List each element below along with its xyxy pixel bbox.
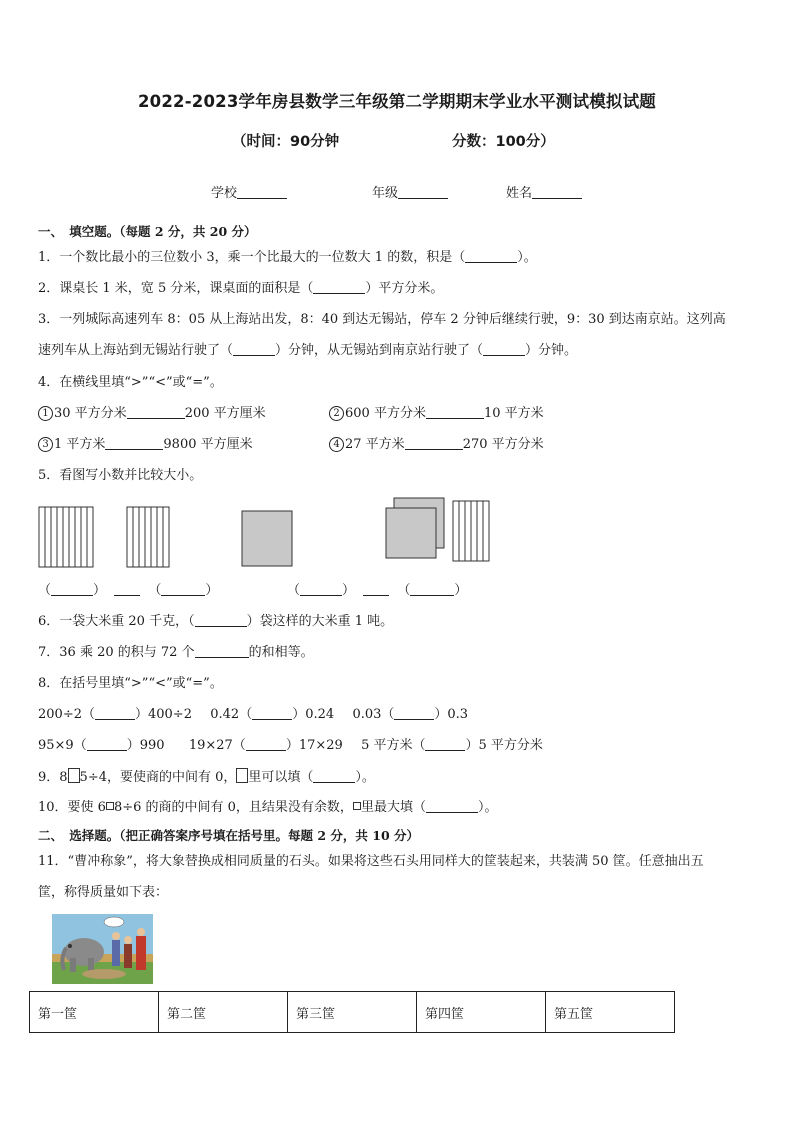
- table-header-cell: 第三筐: [288, 992, 417, 1033]
- question-8-title: 8．在括号里填“>”“<”或“=”。: [38, 676, 223, 691]
- question-7: 7．36 乘 20 的积与 72 个 的和相等。: [38, 645, 314, 660]
- question-5-title: 5．看图写小数并比较大小。: [38, 468, 203, 483]
- q5-blank-3[interactable]: [300, 582, 342, 596]
- decimal-strip: [483, 501, 489, 561]
- decimal-strip: [75, 507, 81, 567]
- decimal-strip: [127, 507, 133, 567]
- question-10: 10．要使 6 8÷6 的商的中间有 0，且结果没有余数， 里最大填（ ）。: [38, 800, 498, 815]
- decimal-strip: [63, 507, 69, 567]
- q8-row-1: 200÷2（ ）400÷2 0.42（ ）0.24 0.03（ ）0.3: [38, 707, 469, 722]
- q8-blank-3[interactable]: [394, 706, 434, 720]
- circled-number: 1: [38, 406, 53, 421]
- digit-box-icon: [236, 768, 248, 783]
- section1-heading: 一、 填空题。（每题 2 分，共 20 分）: [38, 224, 257, 239]
- decimal-strip: [471, 501, 477, 561]
- decimal-strip: [81, 507, 87, 567]
- question-4-title: 4．在横线里填“>”“<”或“=”。: [38, 375, 223, 390]
- exam-title: 2022-2023学年房县数学三年级第二学期期末学业水平测试模拟试题: [138, 92, 656, 111]
- decimal-strip: [39, 507, 45, 567]
- digit-box-icon: [106, 802, 114, 810]
- q10-answer-blank[interactable]: [426, 799, 478, 813]
- q5-answers-right: （ ） （ ）: [287, 583, 468, 598]
- question-6: 6．一袋大米重 20 千克，（ ）袋这样的大米重 1 吨。: [38, 614, 394, 629]
- q5-blank-4[interactable]: [410, 582, 454, 596]
- elephant-weighing-illustration: [52, 914, 153, 984]
- decimal-strip: [151, 507, 157, 567]
- school-label: 学校: [211, 186, 238, 201]
- circled-number: 2: [329, 406, 344, 421]
- q4-item-4: 4 27 平方米 270 平方分米: [329, 436, 544, 454]
- q5-answers-left: （ ） （ ）: [38, 583, 219, 598]
- digit-box-icon: [353, 802, 361, 810]
- q7-answer-blank[interactable]: [195, 644, 249, 658]
- question-9: 9．8 5÷4，要使商的中间有 0， 里可以填（ ）。: [38, 770, 375, 785]
- q8-blank-2[interactable]: [252, 706, 292, 720]
- decimal-strip: [69, 507, 75, 567]
- grade-label: 年级: [372, 186, 399, 201]
- question-3-line2: 速列车从上海站到无锡站行驶了（ ）分钟，从无锡站到南京站行驶了（ ）分钟。: [38, 343, 578, 358]
- digit-box-icon: [68, 768, 80, 783]
- unit-square: [242, 511, 292, 566]
- table-header-cell: 第五筐: [546, 992, 675, 1033]
- basket-weight-table: [29, 991, 675, 1033]
- decimal-strip: [163, 507, 169, 567]
- table-header-cell: 第二筐: [159, 992, 288, 1033]
- q8-row-2: 95×9（ ）990 19×27（ ）17×29 5 平方米（ ）5 平方分米: [38, 738, 543, 753]
- decimal-strip: [139, 507, 145, 567]
- q8-blank-5[interactable]: [246, 737, 286, 751]
- q8-blank-4[interactable]: [87, 737, 127, 751]
- circled-number: 4: [329, 437, 344, 452]
- exam-score: 分数：100分）: [452, 134, 555, 150]
- circled-number: 3: [38, 437, 53, 452]
- decimal-strip: [477, 501, 483, 561]
- table-header-cell: 第一筐: [30, 992, 159, 1033]
- decimal-strip: [465, 501, 471, 561]
- decimal-strip: [57, 507, 63, 567]
- decimal-strip: [45, 507, 51, 567]
- q4-item-1: 1 30 平方分米 200 平方厘米: [38, 405, 266, 423]
- question-11-line1: 11．“曹冲称象”，将大象替换成相同质量的石头。如果将这些石头用同样大的筐装起来，共装满 50 筐。任意抽出五: [38, 854, 704, 869]
- q9-answer-blank[interactable]: [313, 769, 355, 783]
- name-label: 姓名: [506, 186, 533, 201]
- q5-compare-blank-2[interactable]: [363, 582, 389, 596]
- q8-blank-6[interactable]: [425, 737, 465, 751]
- decimal-strip: [87, 507, 93, 567]
- decimal-strip: [133, 507, 139, 567]
- table-row: [30, 992, 675, 1033]
- question-11-line2: 筐，称得质量如下表：: [38, 885, 169, 900]
- q4-item-3: 3 1 平方米 9800 平方厘米: [38, 436, 253, 454]
- q4-item-2: 2 600 平方分米 10 平方米: [329, 405, 544, 423]
- question-3-line1: 3．一列城际高速列车 8：05 从上海站出发，8：40 到达无锡站，停车 2 分钟后继续行驶，9：30 到达南京站。这列高: [38, 312, 726, 327]
- q8-blank-1[interactable]: [95, 706, 135, 720]
- decimal-strip: [459, 501, 465, 561]
- q5-compare-blank-1[interactable]: [114, 582, 140, 596]
- decimal-strip: [453, 501, 459, 561]
- question-2: 2．课桌长 1 米，宽 5 分米，课桌面的面积是（ ）平方分米。: [38, 281, 444, 296]
- q6-answer-blank[interactable]: [195, 613, 247, 627]
- table-header-cell: 第四筐: [417, 992, 546, 1033]
- decimal-strip: [145, 507, 151, 567]
- decimal-strip: [51, 507, 57, 567]
- exam-time: （时间：90分钟: [232, 134, 340, 150]
- unit-square: [386, 508, 436, 558]
- section2-heading: 二、 选择题。（把正确答案序号填在括号里。每题 2 分，共 10 分）: [38, 828, 420, 843]
- question-1: 1．一个数比最小的三位数小 3，乘一个比最大的一位数大 1 的数，积是（ ）。: [38, 250, 537, 265]
- q5-blank-1[interactable]: [51, 582, 93, 596]
- decimal-strip: [157, 507, 163, 567]
- q5-blank-2[interactable]: [161, 582, 205, 596]
